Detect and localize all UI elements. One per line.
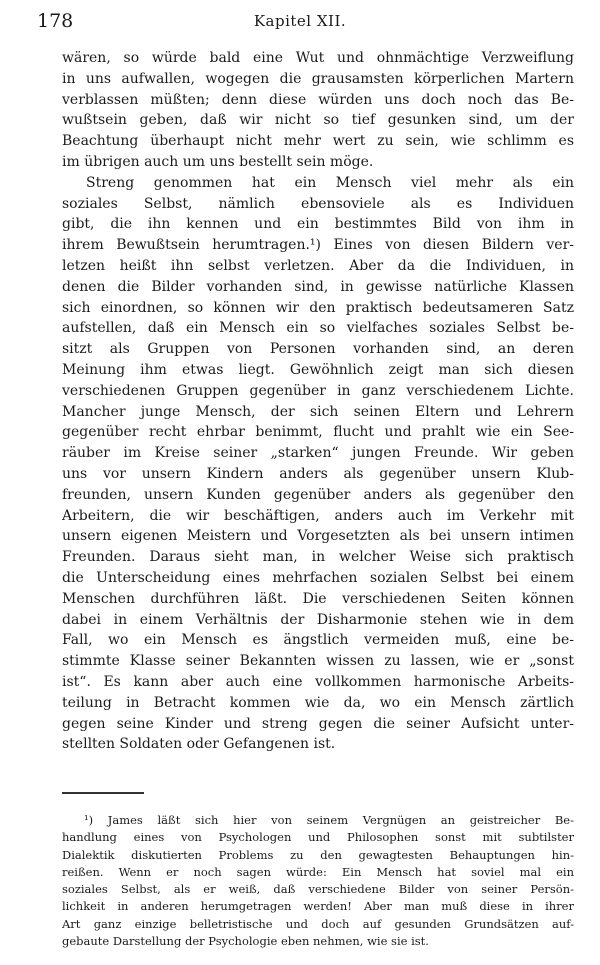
body-line: Beachtung überhaupt nicht mehr wert zu sein, wie schlimm es xyxy=(62,133,574,150)
body-line: gegenüber recht ehrbar benimmt, flucht und prahlt wie ein See- xyxy=(62,424,574,441)
footnote xyxy=(62,812,574,950)
body-text xyxy=(62,48,574,755)
footnote-divider xyxy=(62,792,144,794)
body-line: unsern eigenen Meistern und Vorgesetzten als bei unsern intimen xyxy=(62,528,574,545)
body-line: gibt, die ihn kennen und ein bestimmtes Bild von ihm in xyxy=(62,216,574,233)
body-line: im übrigen auch um uns bestellt sein möge. xyxy=(62,153,374,170)
body-line: die Unterscheidung eines mehrfachen sozialen Selbst bei einem xyxy=(62,569,574,586)
body-line: sich einordnen, so können wir den praktisch bedeutsameren Satz xyxy=(62,299,574,316)
body-line: Meinung ihm etwas liegt. Gewöhnlich zeigt man sich diesen xyxy=(62,361,574,378)
footnote-line: soziales Selbst, als er weiß, daß verschiedene Bilder von seiner Persön- xyxy=(62,882,574,897)
body-line: in uns aufwallen, wogegen die grausamsten körperlichen Martern xyxy=(62,70,574,87)
body-line: verschiedenen Gruppen gegenüber in ganz verschiedenem Lichte. xyxy=(62,382,574,399)
body-line: soziales Selbst, nämlich ebensoviele als es Individuen xyxy=(62,195,574,212)
body-line: ihrem Bewußtsein herumtragen.¹) Eines von diesen Bildern ver- xyxy=(62,237,574,254)
body-line: denen die Bilder vorhanden sind, in gewisse natürliche Klassen xyxy=(62,278,574,295)
body-line: freunden, unsern Kunden gegenüber anders als gegenüber den xyxy=(62,486,574,503)
body-line: verblassen müßten; denn diese würden uns doch noch das Be- xyxy=(62,91,574,108)
footnote-line: reißen. Wenn er noch sagen würde: Ein Mensch hat soviel mal ein xyxy=(62,864,574,879)
body-line: stellten Soldaten oder Gefangenen ist. xyxy=(62,736,336,753)
body-line: aufstellen, daß ein Mensch ein so vielfaches soziales Selbst be- xyxy=(62,320,574,337)
page-number: 178 xyxy=(37,10,74,32)
footnote-line: lichkeit in anderen herumgetragen werden! Aber man muß diese in ihrer xyxy=(62,899,574,914)
body-line: räuber im Kreise seiner „starken“ jungen Freunde. Wir geben xyxy=(62,445,574,462)
body-line: uns vor unsern Kindern anders als gegenüber unsern Klub- xyxy=(62,465,574,482)
body-line: letzen heißt ihn selbst verletzen. Aber da die Individuen, in xyxy=(62,257,574,274)
footnote-line: Art ganz einzige belletristische und doch auf gesunden Grundsätzen auf- xyxy=(62,916,574,931)
footnote-line: gebaute Darstellung der Psychologie eben nehmen, wie sie ist. xyxy=(62,934,429,949)
body-line: stimmte Klasse seiner Bekannten wissen zu lassen, wie er „sonst xyxy=(62,653,574,670)
body-line: wußtsein geben, daß wir nicht so tief gesunken sind, um der xyxy=(62,112,574,129)
body-line: Arbeitern, die wir beschäftigen, anders auch im Verkehr mit xyxy=(62,507,574,524)
body-line: sitzt als Gruppen von Personen vorhanden sind, an deren xyxy=(62,341,574,358)
body-line: teilung in Betracht kommen wie da, wo ein Mensch zärtlich xyxy=(62,694,574,711)
footnote-line: ¹) James läßt sich hier von seinem Vergnügen an geistreicher Be- xyxy=(84,813,574,827)
body-line: dabei in einem Verhältnis der Disharmonie stehen wie in dem xyxy=(62,611,574,628)
footnote-line: handlung eines von Psychologen und Philosophen sonst mit subtilster xyxy=(62,830,574,845)
running-head: Kapitel XII. xyxy=(253,12,347,30)
body-line: Menschen durchführen läßt. Die verschiedenen Seiten können xyxy=(62,590,574,607)
body-line: wären, so würde bald eine Wut und ohnmächtige Verzweiflung xyxy=(62,50,574,66)
body-line: Mancher junge Mensch, der sich seinen Eltern und Lehrern xyxy=(62,403,574,420)
body-line: Streng genommen hat ein Mensch viel mehr als ein xyxy=(86,174,574,191)
footnote-line: Dialektik diskutierten Problems zu den gewagtesten Behauptungen hin- xyxy=(62,847,574,862)
body-line: ist“. Es kann aber auch eine vollkommen harmonische Arbeits- xyxy=(62,673,574,690)
body-line: Freunden. Daraus sieht man, in welcher Weise sich praktisch xyxy=(62,549,574,566)
body-line: gegen seine Kinder und streng gegen die seiner Aufsicht unter- xyxy=(62,715,574,732)
body-line: Fall, wo ein Mensch es ängstlich vermeiden muß, eine be- xyxy=(62,632,574,649)
